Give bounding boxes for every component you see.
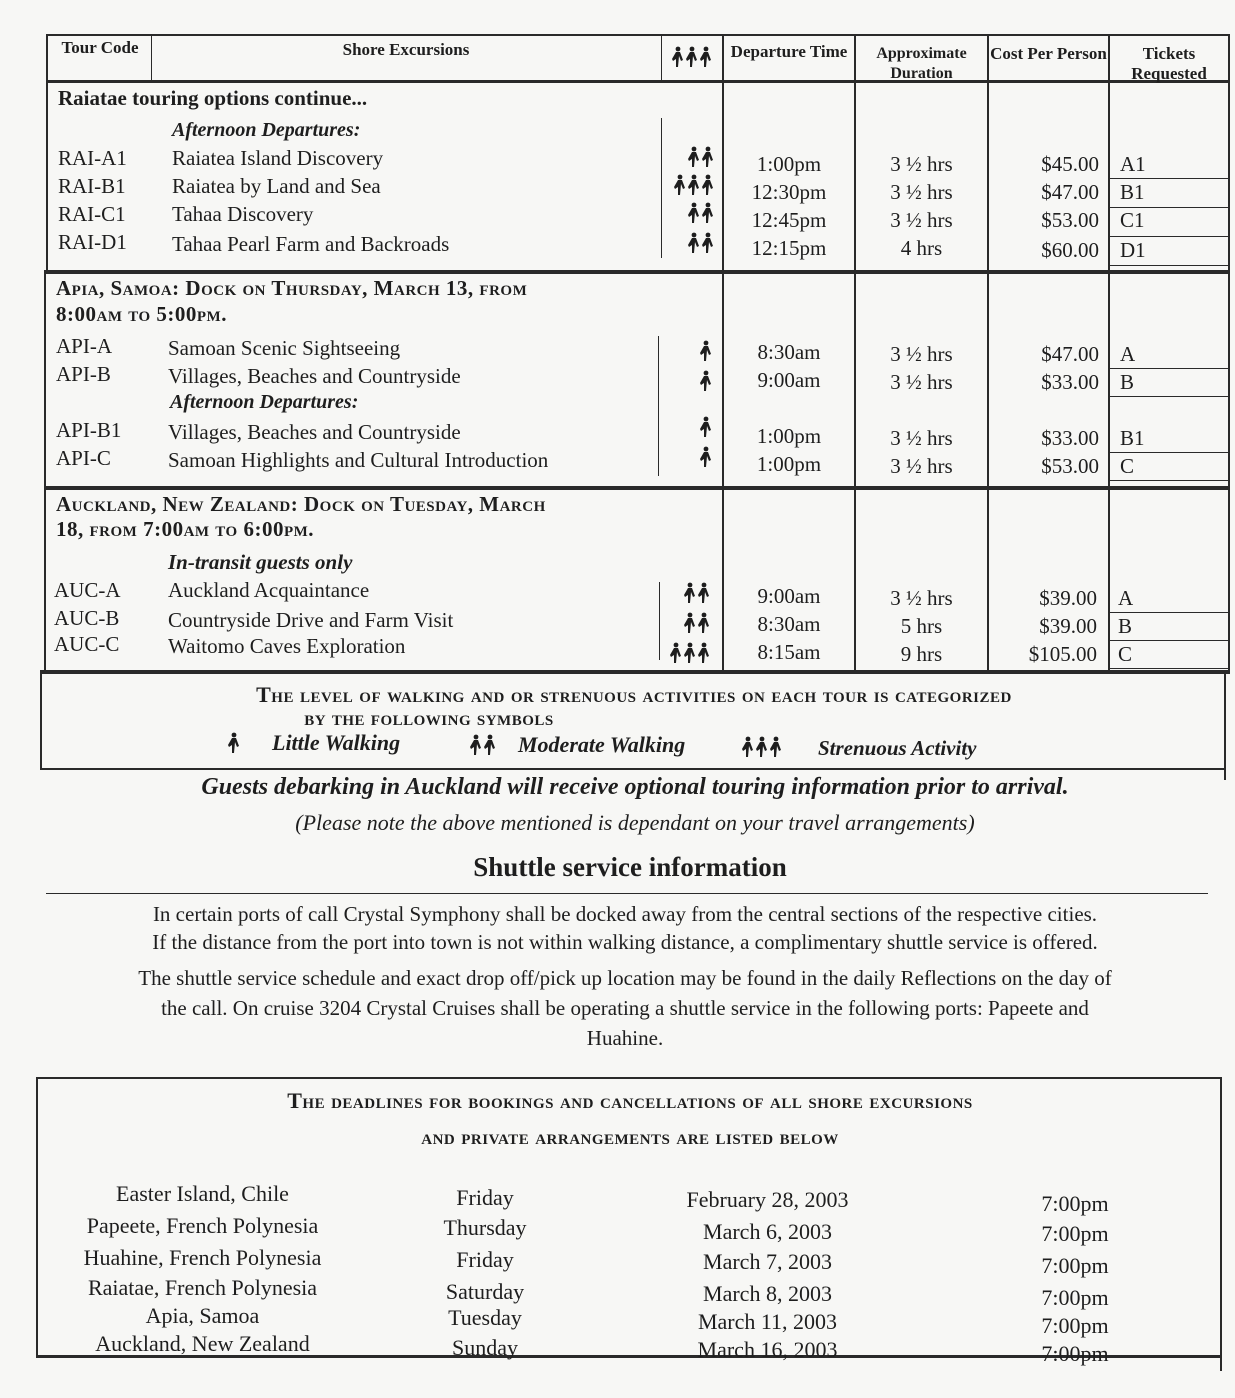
ticket-code[interactable]: B1 bbox=[1120, 426, 1145, 450]
duration: 3 ½ hrs bbox=[890, 370, 953, 394]
tour-code: API-C bbox=[56, 446, 111, 470]
departure-time: 1:00pm bbox=[756, 452, 822, 476]
cost: $45.00 bbox=[1041, 152, 1099, 176]
excursion-name: Tahaa Discovery bbox=[172, 202, 314, 226]
tour-code: API-B bbox=[56, 362, 111, 386]
date: February 28, 2003 bbox=[686, 1187, 849, 1212]
strenuous-walking-icon bbox=[674, 174, 718, 202]
deadline-time: 7:00pm bbox=[1041, 1285, 1109, 1310]
strenuous-walking-icon bbox=[672, 46, 716, 74]
port: Papeete, French Polynesia bbox=[86, 1213, 319, 1238]
moderate-walking-icon bbox=[684, 612, 714, 640]
header-tickets: Tickets Requested bbox=[1131, 44, 1207, 83]
cost: $60.00 bbox=[1041, 238, 1099, 262]
departure-time: 12:30pm bbox=[751, 180, 827, 204]
day: Friday bbox=[456, 1185, 514, 1210]
departure-time: 8:30am bbox=[757, 612, 821, 636]
departure-time: 1:00pm bbox=[756, 424, 822, 448]
cost: $53.00 bbox=[1041, 454, 1099, 478]
port: Easter Island, Chile bbox=[116, 1181, 289, 1206]
port: Raiatae, French Polynesia bbox=[87, 1275, 318, 1300]
excursion-name: Waitomo Caves Exploration bbox=[168, 634, 406, 658]
cost: $33.00 bbox=[1041, 370, 1099, 394]
port: Auckland, New Zealand bbox=[95, 1331, 310, 1356]
duration: 3 ½ hrs bbox=[890, 586, 953, 610]
tour-code: API-B1 bbox=[56, 418, 122, 442]
legend-strenuous: Strenuous Activity bbox=[818, 736, 977, 760]
date: March 6, 2003 bbox=[703, 1219, 832, 1244]
duration: 9 hrs bbox=[900, 642, 943, 666]
moderate-walking-icon bbox=[688, 146, 718, 174]
duration: 3 ½ hrs bbox=[890, 152, 953, 176]
excursion-name: Raiatea by Land and Sea bbox=[172, 174, 381, 198]
ticket-code[interactable]: B bbox=[1118, 614, 1133, 638]
header-duration: Approximate Duration bbox=[876, 45, 967, 82]
ticket-code[interactable]: B1 bbox=[1120, 180, 1145, 204]
header-shore-excursions: Shore Excursions bbox=[342, 40, 470, 59]
duration: 3 ½ hrs bbox=[890, 342, 953, 366]
ticket-code[interactable]: C bbox=[1120, 454, 1135, 478]
little-walking-icon bbox=[700, 446, 716, 474]
moderate-walking-icon bbox=[688, 232, 718, 260]
duration: 3 ½ hrs bbox=[890, 180, 953, 204]
day: Sunday bbox=[452, 1335, 518, 1360]
deadline-time: 7:00pm bbox=[1041, 1313, 1109, 1338]
moderate-walking-icon bbox=[470, 734, 500, 762]
day: Friday bbox=[456, 1247, 514, 1272]
little-walking-icon bbox=[700, 340, 716, 368]
section-title-auckland-line2: 18, from 7:00am to 6:00pm. bbox=[56, 517, 315, 541]
ticket-code[interactable]: A bbox=[1120, 342, 1136, 366]
cost: $33.00 bbox=[1041, 426, 1099, 450]
shuttle-title: Shuttle service information bbox=[473, 852, 787, 882]
day: Saturday bbox=[445, 1279, 525, 1304]
tour-code: AUC-C bbox=[54, 632, 120, 656]
departure-time: 12:15pm bbox=[751, 236, 827, 260]
tour-code: RAI-A1 bbox=[58, 146, 127, 170]
section-subtitle: Afternoon Departures: bbox=[170, 391, 359, 413]
excursion-name: Villages, Beaches and Countryside bbox=[168, 364, 461, 388]
deadline-time: 7:00pm bbox=[1041, 1191, 1109, 1216]
strenuous-walking-icon bbox=[742, 736, 786, 764]
shuttle-p1-line1: In certain ports of call Crystal Symphony shall be docked away from the central sections of the respective cities. bbox=[152, 902, 1098, 926]
section-title-apia-line2: 8:00am to 5:00pm. bbox=[56, 302, 227, 326]
little-walking-icon bbox=[700, 416, 716, 444]
ticket-code[interactable]: A1 bbox=[1120, 152, 1146, 176]
duration: 4 hrs bbox=[900, 236, 943, 260]
departure-time: 9:00am bbox=[757, 368, 821, 392]
cost: $47.00 bbox=[1041, 342, 1099, 366]
debark-note: Guests debarking in Auckland will receive optional touring information prior to arrival. bbox=[201, 774, 1069, 800]
section-title-apia: Apia, Samoa: Dock on Thursday, March 13, from bbox=[56, 276, 528, 300]
excursion-name: Samoan Highlights and Cultural Introduction bbox=[168, 448, 549, 472]
debark-paren-note: (Please note the above mentioned is dependant on your travel arrangements) bbox=[295, 810, 975, 835]
excursion-name: Villages, Beaches and Countryside bbox=[168, 420, 461, 444]
deadline-time: 7:00pm bbox=[1041, 1341, 1109, 1366]
excursion-name: Raiatea Island Discovery bbox=[172, 146, 384, 170]
legend-line1: The level of walking and or strenuous activities on each tour is categorized bbox=[256, 682, 1012, 707]
duration: 3 ½ hrs bbox=[890, 208, 953, 232]
strenuous-walking-icon bbox=[670, 642, 714, 670]
shuttle-p1-line2: If the distance from the port into town is not within walking distance, a complimentary shuttle service is offered. bbox=[152, 930, 1098, 954]
legend-little: Little Walking bbox=[272, 730, 401, 755]
deadlines-title-line1: The deadlines for bookings and cancellations of all shore excursions bbox=[287, 1088, 973, 1113]
section-title-auckland: Auckland, New Zealand: Dock on Tuesday, March bbox=[56, 492, 546, 516]
legend-moderate: Moderate Walking bbox=[518, 732, 686, 757]
cost: $47.00 bbox=[1041, 180, 1099, 204]
excursion-name: Tahaa Pearl Farm and Backroads bbox=[172, 232, 450, 256]
section-title-raiatae: Raiatae touring options continue... bbox=[58, 86, 368, 110]
deadline-time: 7:00pm bbox=[1041, 1221, 1109, 1246]
tour-code: RAI-C1 bbox=[58, 202, 126, 226]
date: March 7, 2003 bbox=[703, 1249, 832, 1274]
date: March 16, 2003 bbox=[697, 1337, 838, 1362]
ticket-code[interactable]: B bbox=[1120, 370, 1135, 394]
excursion-name: Auckland Acquaintance bbox=[168, 578, 370, 602]
moderate-walking-icon bbox=[684, 582, 714, 610]
little-walking-icon bbox=[228, 732, 244, 760]
cost: $39.00 bbox=[1039, 614, 1097, 638]
tour-code: API-A bbox=[56, 334, 112, 358]
tour-code: RAI-B1 bbox=[58, 174, 126, 198]
day: Tuesday bbox=[448, 1305, 522, 1330]
duration: 3 ½ hrs bbox=[890, 454, 953, 478]
ticket-code[interactable]: C1 bbox=[1120, 208, 1145, 232]
tour-code: AUC-B bbox=[54, 606, 120, 630]
shuttle-p2-line2: the call. On cruise 3204 Crystal Cruises shall be operating a shuttle service in the following ports: Papeete and bbox=[161, 996, 1089, 1020]
ticket-code[interactable]: A bbox=[1118, 586, 1134, 610]
duration: 3 ½ hrs bbox=[890, 426, 953, 450]
cost: $105.00 bbox=[1028, 642, 1097, 666]
cost: $39.00 bbox=[1039, 586, 1097, 610]
tour-code: AUC-A bbox=[54, 578, 121, 602]
departure-time: 9:00am bbox=[757, 584, 821, 608]
day: Thursday bbox=[443, 1215, 527, 1240]
excursion-name: Countryside Drive and Farm Visit bbox=[168, 608, 454, 632]
header-cost: Cost Per Person bbox=[990, 44, 1107, 63]
tour-code: RAI-D1 bbox=[58, 230, 127, 254]
date: March 11, 2003 bbox=[697, 1309, 838, 1334]
shuttle-p2-line3: Huahine. bbox=[586, 1026, 664, 1050]
shuttle-p2-line1: The shuttle service schedule and exact drop off/pick up location may be found in the daily Reflections on the day of bbox=[138, 966, 1112, 990]
ticket-code[interactable]: D1 bbox=[1120, 238, 1146, 262]
section-subtitle: In-transit guests only bbox=[168, 550, 353, 574]
date: March 8, 2003 bbox=[703, 1281, 832, 1306]
little-walking-icon bbox=[700, 370, 716, 398]
legend-line2: by the following symbols bbox=[304, 706, 554, 730]
departure-time: 1:00pm bbox=[756, 152, 822, 176]
header-departure-time: Departure Time bbox=[730, 42, 848, 61]
departure-time: 8:30am bbox=[757, 340, 821, 364]
moderate-walking-icon bbox=[688, 202, 718, 230]
deadlines-title-line2: and private arrangements are listed below bbox=[421, 1124, 839, 1149]
ticket-code[interactable]: C bbox=[1118, 642, 1133, 666]
deadline-time: 7:00pm bbox=[1041, 1253, 1109, 1278]
cost: $53.00 bbox=[1041, 208, 1099, 232]
port: Huahine, French Polynesia bbox=[83, 1245, 322, 1270]
section-subtitle: Afternoon Departures: bbox=[172, 119, 361, 141]
duration: 5 hrs bbox=[900, 614, 943, 638]
port: Apia, Samoa bbox=[145, 1303, 260, 1328]
departure-time: 8:15am bbox=[757, 640, 821, 664]
excursion-name: Samoan Scenic Sightseeing bbox=[168, 336, 401, 360]
header-tour-code: Tour Code bbox=[61, 38, 139, 57]
departure-time: 12:45pm bbox=[751, 208, 827, 232]
